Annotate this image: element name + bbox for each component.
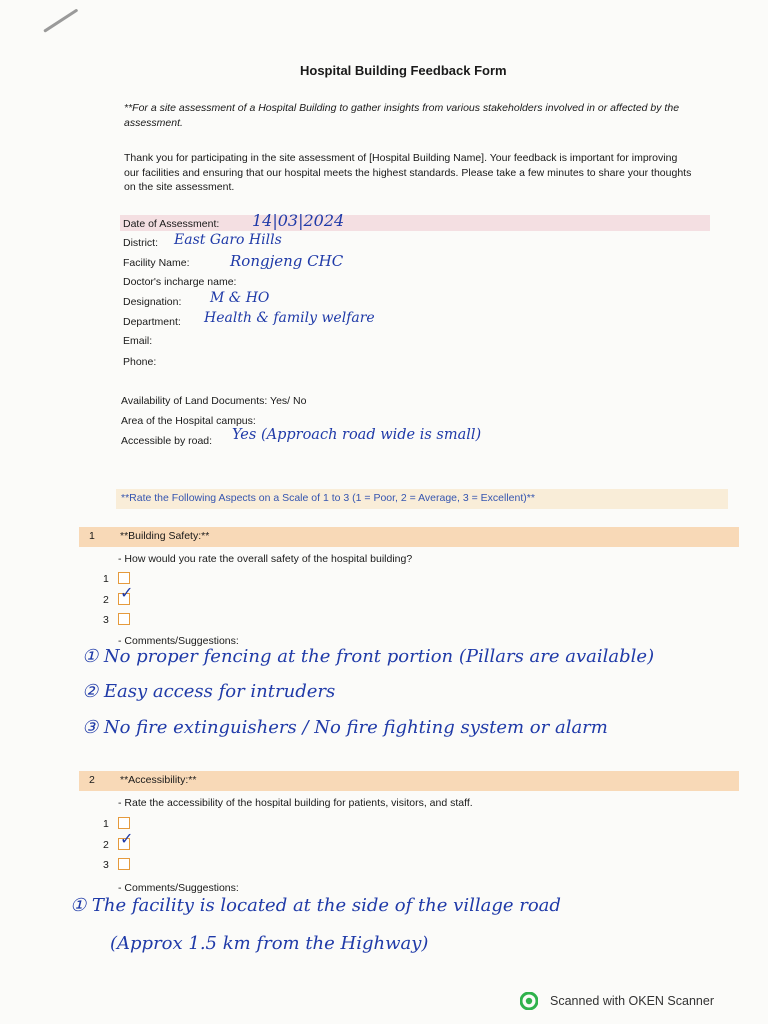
facility-field [123, 254, 190, 272]
section-2-number: 2 [89, 774, 95, 786]
phone-field [123, 353, 156, 371]
checkbox[interactable] [118, 817, 130, 829]
section-1-question: - How would you rate the overall safety of the hospital building? [118, 553, 413, 565]
pen-mark [43, 8, 78, 32]
checkbox[interactable] [118, 858, 130, 870]
district-label: District: [123, 237, 158, 249]
oken-scanner-logo-icon [520, 992, 538, 1010]
rating-instruction: **Rate the Following Aspects on a Scale of 1 to 3 (1 = Poor, 2 = Average, 3 = Excellent)** [121, 492, 535, 504]
section-2-option-2[interactable] [103, 838, 109, 852]
phone-label: Phone: [123, 356, 157, 368]
road-value: Yes (Approach road wide is small) [232, 427, 482, 443]
designation-label: Designation: [123, 296, 182, 308]
checkmark-icon: ✓ [120, 829, 134, 848]
section-1-number: 1 [89, 530, 95, 542]
facility-label: Facility Name: [123, 257, 190, 269]
road-label: Accessible by road: [121, 435, 213, 447]
designation-value: M & HO [210, 290, 270, 306]
section-2-option-1[interactable] [103, 817, 109, 831]
section-2-comment-2: (Approx 1.5 km from the Highway) [110, 933, 429, 954]
section-1-option-2[interactable] [103, 593, 109, 607]
section-2-comments-label: - Comments/Suggestions: [118, 882, 239, 894]
section-1-comment-2: ② Easy access for intruders [82, 681, 336, 702]
department-label: Department: [123, 316, 181, 328]
section-2-comment-1: ① The facility is located at the side of the village road [70, 895, 561, 916]
option-label: 3 [103, 614, 109, 626]
form-intro: **For a site assessment of a Hospital Building to gather insights from various stakeholders involved in or affected by the assessment. [124, 102, 680, 129]
checkbox[interactable] [118, 613, 130, 625]
option-label: 1 [103, 818, 109, 830]
form-thanks: Thank you for participating in the site assessment of [Hospital Building Name]. Your feedback is important for improving our facilities and ensuring that our hospital meets the highest standards. Please take a few minutes to share your thoughts on the site assessment. [124, 152, 692, 193]
form-title: Hospital Building Feedback Form [300, 63, 507, 78]
date-label: Date of Assessment: [123, 218, 220, 230]
scanner-text: Scanned with OKEN Scanner [550, 994, 714, 1008]
section-1-comment-1: ① No proper fencing at the front portion (Pillars are available) [82, 646, 655, 667]
land-docs-label: Availability of Land Documents: Yes/ No [121, 395, 307, 407]
area-label: Area of the Hospital campus: [121, 415, 256, 427]
date-value: 14|03|2024 [252, 211, 345, 230]
option-label: 2 [103, 594, 109, 606]
date-field [123, 215, 219, 233]
designation-field [123, 293, 181, 311]
land-docs-field [121, 392, 306, 410]
scanner-footer [520, 991, 714, 1011]
email-label: Email: [123, 335, 153, 347]
section-1-title: **Building Safety:** [120, 530, 210, 542]
checkmark-icon: ✓ [120, 583, 134, 602]
email-field [123, 332, 152, 350]
section-1-option-1[interactable] [103, 572, 109, 586]
doctor-label: Doctor's incharge name: [123, 276, 237, 288]
district-field [123, 234, 158, 252]
department-field [123, 313, 181, 331]
road-field [121, 432, 212, 450]
department-value: Health & family welfare [204, 310, 375, 326]
section-2-question: - Rate the accessibility of the hospital building for patients, visitors, and staff. [118, 797, 473, 809]
option-label: 3 [103, 859, 109, 871]
section-2-option-3[interactable] [103, 858, 109, 872]
section-1-comment-3: ③ No fire extinguishers / No fire fighting system or alarm [82, 717, 608, 738]
doctor-field [123, 273, 236, 291]
option-label: 2 [103, 839, 109, 851]
facility-value: Rongjeng CHC [230, 252, 344, 270]
section-2-title: **Accessibility:** [120, 774, 197, 786]
section-1-comments-label: - Comments/Suggestions: [118, 635, 239, 647]
section-1-option-3[interactable] [103, 613, 109, 627]
district-value: East Garo Hills [174, 232, 282, 248]
option-label: 1 [103, 573, 109, 585]
